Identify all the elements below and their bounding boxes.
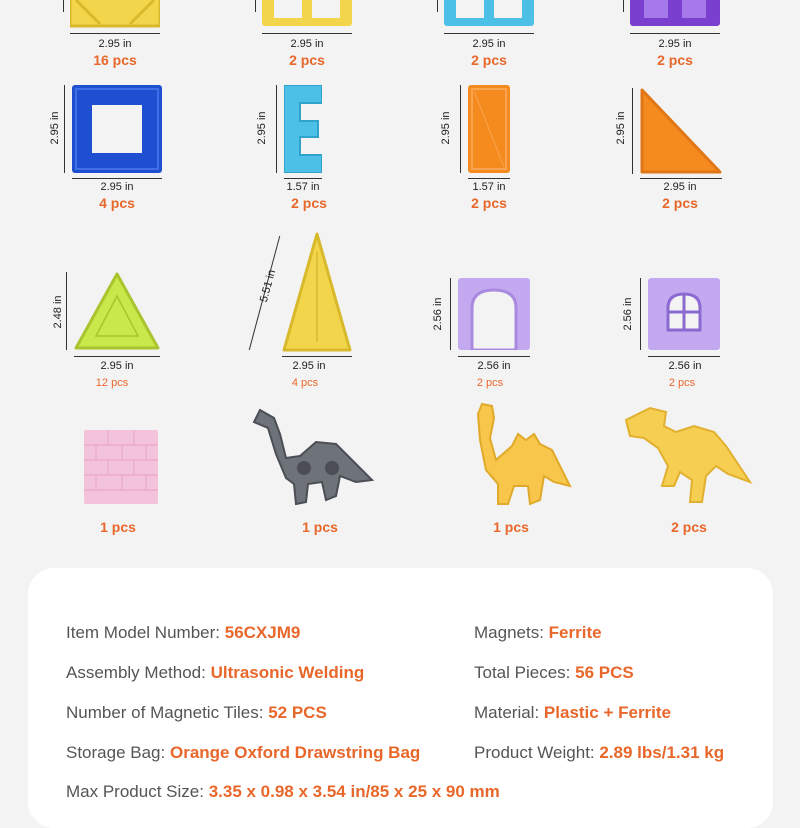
spec-value: Ultrasonic Welding [210, 663, 365, 682]
dinosaur-yellow-trex-icon [622, 402, 754, 506]
width-marker [70, 33, 160, 34]
width-marker [282, 356, 352, 357]
spec-magnets [474, 623, 602, 643]
tile-count: 1 pcs [302, 519, 338, 535]
tile-count: 2 pcs [471, 195, 507, 211]
height-marker [640, 278, 641, 350]
spec-value: 56CXJM9 [224, 623, 301, 642]
width-marker [284, 178, 322, 179]
tile-height-label: 2.56 in [622, 297, 634, 331]
tile-height-label: 2.48 in [52, 295, 64, 329]
tile-width-label: 2.95 in [100, 360, 134, 372]
tile-width-label: 2.95 in [292, 360, 326, 372]
spec-item-model [66, 623, 300, 643]
spec-value: Orange Oxford Drawstring Bag [169, 743, 421, 762]
tile-height-label: 5.51 in [257, 268, 279, 304]
spec-label: Product Weight: [474, 743, 595, 762]
tile-lavender-window [648, 278, 720, 350]
tile-yellow-square [70, 0, 160, 28]
tile-count: 2 pcs [289, 52, 325, 68]
tile-blue-square-frame [72, 85, 162, 173]
tile-cyan-e [284, 85, 322, 173]
width-marker [262, 33, 352, 34]
spec-value: 2.89 lbs/1.31 kg [599, 743, 725, 762]
spec-label: Material: [474, 703, 540, 722]
spec-value: Ferrite [548, 623, 602, 642]
tile-height-label: 2.56 in [432, 297, 444, 331]
tile-width-label: 2.95 in [472, 38, 506, 50]
height-marker [632, 88, 633, 174]
height-marker [63, 0, 64, 12]
tile-width-label: 2.95 in [663, 181, 697, 193]
tile-yellow-window [262, 0, 352, 28]
width-marker [648, 356, 720, 357]
tile-count: 12 pcs [95, 377, 129, 389]
spec-material [474, 703, 671, 723]
tile-count: 1 pcs [100, 519, 136, 535]
spec-label: Storage Bag: [66, 743, 166, 762]
height-marker [64, 85, 65, 173]
tile-width-label: 2.95 in [658, 38, 692, 50]
tile-orange-rectangle [468, 85, 510, 173]
tile-count: 16 pcs [93, 52, 137, 68]
tile-height-label: 2.95 in [49, 111, 61, 145]
height-marker [450, 278, 451, 350]
tile-pink-brick [84, 430, 158, 504]
spec-label: Item Model Number: [66, 623, 220, 642]
spec-value: 52 PCS [268, 703, 327, 722]
spec-assembly-method [66, 663, 364, 683]
tile-height-label: 2.95 in [440, 111, 452, 145]
spec-label: Total Pieces: [474, 663, 571, 682]
tile-width-label: 2.95 in [290, 38, 324, 50]
tile-width-label: 2.95 in [100, 181, 134, 193]
tile-purple-window [630, 0, 720, 28]
height-marker [623, 0, 624, 12]
width-marker [458, 356, 530, 357]
tile-cyan-window [444, 0, 534, 28]
spec-label: Max Product Size: [66, 782, 204, 801]
tile-width-label: 1.57 in [286, 181, 320, 193]
tile-count: 4 pcs [99, 195, 135, 211]
tile-yellow-tall-triangle [282, 232, 352, 352]
spec-value: Plastic + Ferrite [543, 703, 672, 722]
width-marker [444, 33, 534, 34]
spec-storage-bag [66, 743, 420, 763]
tile-count: 2 pcs [476, 377, 504, 389]
spec-max-size [66, 782, 500, 802]
tile-width-label: 2.56 in [477, 360, 511, 372]
tile-count: 4 pcs [291, 377, 319, 389]
tile-width-label: 1.57 in [472, 181, 506, 193]
height-marker [66, 272, 67, 350]
tile-count: 2 pcs [471, 52, 507, 68]
tile-lime-triangle [74, 272, 160, 350]
height-marker [437, 0, 438, 12]
tile-count: 2 pcs [671, 519, 707, 535]
spec-label: Assembly Method: [66, 663, 206, 682]
width-marker [468, 178, 510, 179]
height-marker [460, 85, 461, 173]
width-marker [640, 178, 722, 179]
tile-count: 2 pcs [291, 195, 327, 211]
tile-width-label: 2.56 in [668, 360, 702, 372]
spec-label: Number of Magnetic Tiles: [66, 703, 264, 722]
tile-lavender-arch [458, 278, 530, 350]
spec-total-pieces [474, 663, 634, 683]
dinosaur-gray-brachiosaurus-icon [246, 404, 380, 508]
tile-height-label: 2.95 in [615, 111, 627, 145]
tile-count: 2 pcs [662, 195, 698, 211]
spec-value: 56 PCS [575, 663, 634, 682]
height-marker [276, 85, 277, 173]
spec-product-weight [474, 743, 724, 763]
tile-count: 1 pcs [493, 519, 529, 535]
tile-orange-right-triangle [640, 88, 722, 174]
tile-count: 2 pcs [668, 377, 696, 389]
height-marker [255, 0, 256, 12]
tile-height-label: 2.95 in [256, 111, 268, 145]
width-marker [74, 356, 160, 357]
spec-value: 3.35 x 0.98 x 3.54 in/85 x 25 x 90 mm [208, 782, 500, 801]
tile-width-label: 2.95 in [98, 38, 132, 50]
spec-magnetic-tiles [66, 703, 327, 723]
dinosaur-yellow-stegosaurus-icon [462, 400, 572, 510]
spec-label: Magnets: [474, 623, 544, 642]
tile-count: 2 pcs [657, 52, 693, 68]
width-marker [72, 178, 162, 179]
width-marker [630, 33, 720, 34]
